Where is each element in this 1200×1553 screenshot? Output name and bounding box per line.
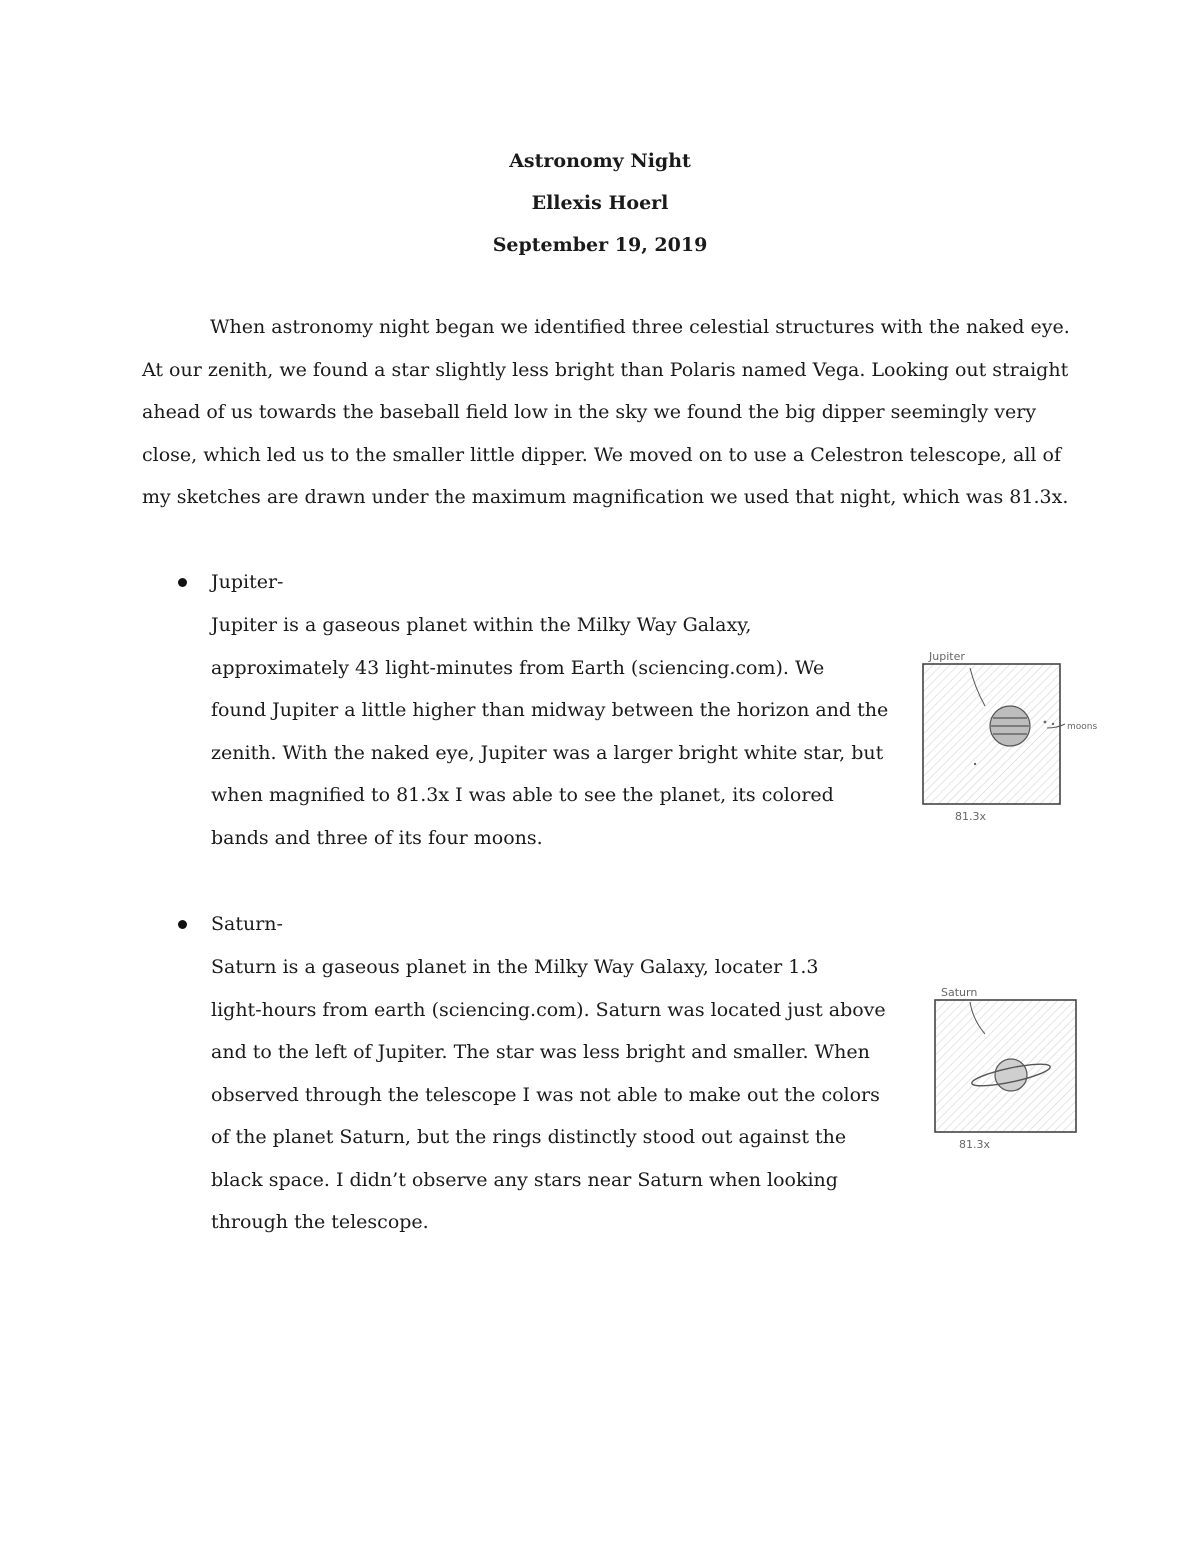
document-header [0,140,1200,266]
jupiter-sketch-label: Jupiter [929,650,965,663]
bullet-icon [178,920,187,929]
jupiter-heading: Jupiter- [211,571,284,593]
document-title: Astronomy Night [509,150,691,172]
jupiter-line: bands and three of its four moons. [211,826,543,849]
intro-line: At our zenith, we found a star slightly less bright than Polaris named Vega. Looking out straight [142,358,1069,381]
intro-line: ahead of us towards the baseball field low in the sky we found the big dipper seemingly very [142,401,1037,423]
intro-paragraph [142,306,1070,519]
saturn-sketch [925,980,1095,1160]
saturn-line: Saturn is a gaseous planet in the Milky Way Galaxy, locater 1.3 [211,956,819,978]
jupiter-line: approximately 43 light-minutes from Earth (sciencing.com). We [211,656,825,679]
document-author: Ellexis Hoerl [531,192,669,214]
jupiter-line: found Jupiter a little higher than midway between the horizon and the [211,699,889,721]
saturn-paragraph [211,946,891,1244]
jupiter-line: Jupiter is a gaseous planet within the Milky Way Galaxy, [211,614,752,636]
jupiter-sketch-side-label: moons [1067,722,1098,732]
jupiter-sketch-magnification: 81.3x [955,810,987,823]
intro-line: When astronomy night began we identified three celestial structures with the naked eye. [210,316,1070,338]
intro-line: close, which led us to the smaller little dipper. We moved on to use a Celestron telescope, all of [142,443,1061,466]
jupiter-line: zenith. With the naked eye, Jupiter was a larger bright white star, but [211,741,884,764]
document-date: September 19, 2019 [492,234,708,256]
saturn-line: of the planet Saturn, but the rings distinctly stood out against the [211,1126,847,1148]
jupiter-sketch [915,640,1115,840]
bullet-icon [178,578,187,587]
jupiter-line: when magnified to 81.3x I was able to see the planet, its colored [211,784,834,806]
saturn-line: observed through the telescope I was not able to make out the colors [211,1083,880,1106]
saturn-line: through the telescope. [211,1211,429,1233]
saturn-sketch-label: Saturn [941,986,978,999]
saturn-line: black space. I didn’t observe any stars near Saturn when looking [211,1168,838,1191]
saturn-sketch-magnification: 81.3x [959,1138,991,1151]
intro-line: my sketches are drawn under the maximum magnification we used that night, which was 81.3x. [142,486,1069,508]
saturn-line: light-hours from earth (sciencing.com). Saturn was located just above [211,998,886,1021]
saturn-line: and to the left of Jupiter. The star was less bright and smaller. When [211,1041,870,1063]
saturn-heading: Saturn- [211,913,283,935]
jupiter-paragraph [211,604,891,859]
